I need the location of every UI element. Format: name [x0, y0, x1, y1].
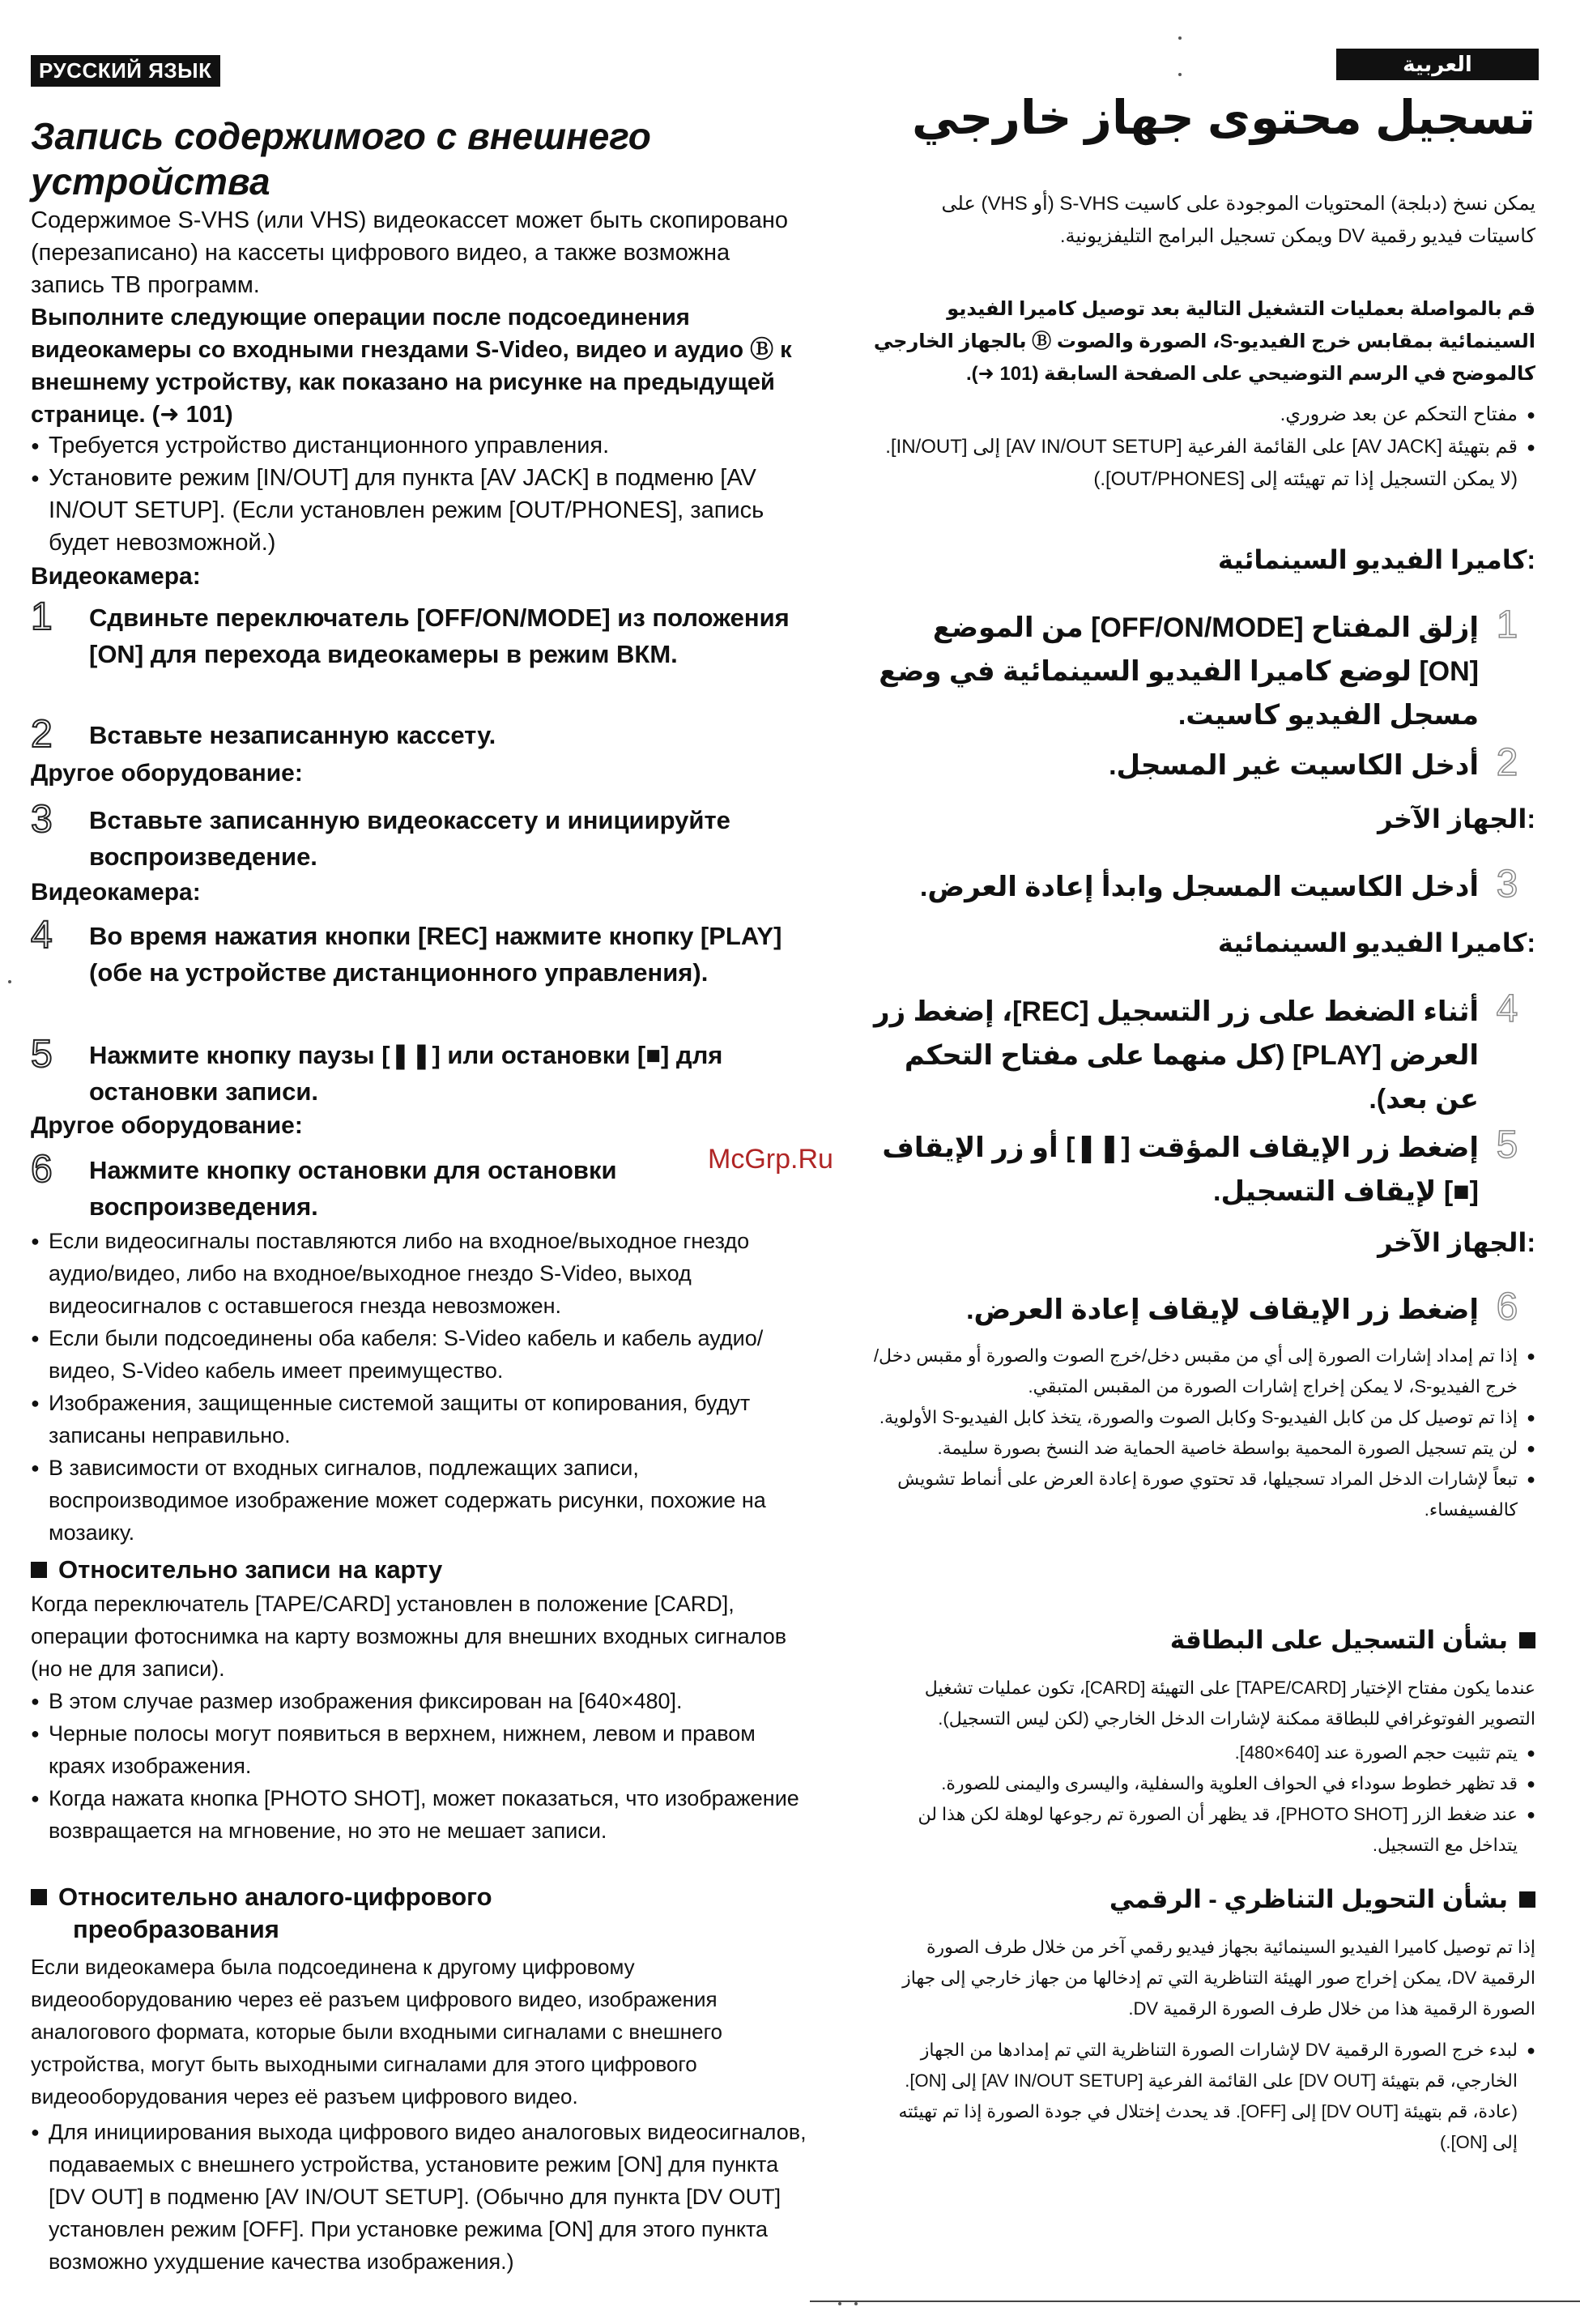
ru-pre-bullets: [31, 429, 808, 559]
ar-sub-camera-2: كاميرا الفيديو السينمائية:: [1217, 928, 1535, 957]
step-number: 2: [1496, 741, 1518, 784]
scan-speck: [1178, 73, 1182, 76]
list-item: ● قد تظهر خطوط سوداء في الحواف العلوية والسفلية، واليسرى واليمنى للصورة.: [871, 1768, 1535, 1799]
step-text: أدخل الكاسيت غير المسجل.: [1109, 750, 1479, 781]
ar-step-1: [871, 603, 1535, 737]
ru-step-5: [31, 1033, 808, 1110]
ru-step-6: [31, 1148, 808, 1225]
ar-sub-other-2: الجهاز الآخر:: [1378, 1228, 1535, 1257]
section-square-icon: [31, 1889, 47, 1905]
list-item: ● عند ضغط الزر [PHOTO SHOT]، قد يظهر أن الصورة تم رجوعها لوهلة لكن هذا لن يتداخل مع التسجيل.: [871, 1799, 1535, 1861]
step-number: 1: [31, 595, 53, 638]
step-number: 5: [31, 1033, 53, 1076]
ar-step-2: [871, 741, 1535, 787]
scan-speck: [854, 2302, 858, 2305]
ru-step-1: [31, 595, 808, 672]
step-text: Во время нажатия кнопки [REC] нажмите кнопку [PLAY] (обе на устройстве дистанционного управления).: [89, 922, 782, 987]
ru-card-text: Когда переключатель [TAPE/CARD] установлен в положение [CARD], операции фотоснимка на карту возможны для внешних входных сигналов (но не для записи).: [31, 1592, 787, 1681]
list-item: ● إذا تم إمداد إشارات الصورة إلى أي من مقبس دخل/خرج الصوت والصورة أو مقبس دخل/خرج الفيديو-S، لا يمكن إخراج إشارات الصورة من المقبس المتبقي.: [871, 1341, 1535, 1402]
step-number: 2: [31, 713, 53, 756]
ru-step-3: [31, 798, 808, 875]
step-text: إزلق المفتاح [OFF/ON/MODE] من الموضع [ON] لوضع كاميرا الفيديو السينمائية في وضع مسجل الفيديو كاسيت.: [879, 612, 1479, 731]
ru-bold-intro: Выполните следующие операции после подсоединения видеокамеры со входными гнездами S-Video, видео и аудио Ⓑ к внешнему устройству, как показано на рисунке на предыдущей странице. (➜ 101): [31, 305, 792, 428]
ar-intro: يمكن نسخ (دبلجة) المحتويات الموجودة على كاسيت S-VHS (أو VHS) على كاسيتات فيديو رقمية DV ويمكن تسجيل البرامج التليفزيونية.: [941, 193, 1535, 247]
ru-ad-text: Если видеокамера была подсоединена к другому цифровому видеооборудованию через её разъем цифрового видео, изображения аналогового формата, которые были входными сигналами с внешнего устройства, могут быть выходными сигналами для этого цифрового видеооборудования через её разъем цифрового видео.: [31, 1955, 722, 2109]
ru-notes: [31, 1225, 808, 1549]
ar-step-5: [871, 1126, 1535, 1213]
ar-sub-other-1: الجهاز الآخر:: [1378, 804, 1535, 834]
ar-ad-text: إذا تم توصيل كاميرا الفيديو السينمائية بجهاز فيديو رقمي آخر من خلال طرف الصورة الرقمية DV، يمكن إخراج صور الهيئة التناظرية التي تم إدخالها من جهاز خارجي إلى جهاز الصورة الرقمية هذا من خلال طرف الصورة الرقمية DV.: [902, 1937, 1535, 2019]
step-text: أدخل الكاسيت المسجل وابدأ إعادة العرض.: [919, 872, 1479, 902]
list-item: ● قم بتهيئة [AV JACK] على القائمة الفرعية [AV IN/OUT SETUP] إلى [IN/OUT]. (لا يمكن التسجيل إذا تم تهيئته إلى [OUT/PHONES].): [871, 431, 1535, 496]
list-item: ● В зависимости от входных сигналов, подлежащих записи, воспроизводимое изображение может содержать рисунки, похожие на мозаику.: [31, 1452, 808, 1549]
list-item: ● В этом случае размер изображения фиксирован на [640×480].: [31, 1685, 808, 1717]
ru-intro: Содержимое S-VHS (или VHS) видеокассет может быть скопировано (перезаписано) на кассеты цифрового видео, а также возможна запись ТВ программ.: [31, 207, 788, 298]
page-edge-divider: [810, 2301, 1580, 2302]
ru-card-bullets: [31, 1685, 808, 1847]
step-text: Сдвиньте переключатель [OFF/ON/MODE] из положения [ON] для перехода видеокамеры в режим ВКМ.: [89, 603, 790, 668]
ar-card-text: عندما يكون مفتاح الإختيار [TAPE/CARD] على التهيئة [CARD]، تكون عمليات تشغيل التصوير الفوتوغرافي للبطاقة ممكنة لإشارات الدخل الخارجي (لكن ليس التسجيل).: [924, 1678, 1535, 1729]
list-item: ● لن يتم تسجيل الصورة المحمية بواسطة خاصية الحماية ضد النسخ بصورة سليمة.: [871, 1433, 1535, 1464]
list-item: ● لبدء خرج الصورة الرقمية DV لإشارات الصورة التناظرية التي تم إمدادها من الجهاز الخارجي، قم بتهيئة [DV OUT] على القائمة الفرعية [AV IN/OUT SETUP] إلى [ON]. (عادة، قم بتهيئة [DV OUT] إلى [OFF]. قد يحدث إختلال في جودة الصورة إذا تم تهيئته إلى [ON].): [871, 2035, 1535, 2158]
ru-sub-camera-2: Видеокамера:: [31, 879, 201, 906]
ar-ad-bullet: [871, 2035, 1535, 2158]
list-item: ● Для инициирования выхода цифрового видео аналоговых видеосигналов, подаваемых с внешнего устройства, установите режим [ON] для пункта [DV OUT] в подменю [AV IN/OUT SETUP]. (Обычно для пункта [DV OUT] установлен режим [OFF]. При установке режима [ON] для этого пункта возможно ухудшение качества изображения.): [31, 2116, 808, 2278]
step-text: Вставьте незаписанную кассету.: [89, 721, 496, 749]
list-item: ● Требуется устройство дистанционного управления.: [31, 429, 808, 462]
section-square-icon: [1519, 1891, 1535, 1908]
ar-step-6: [871, 1288, 1535, 1332]
ar-page-title: تسجيل محتوى جهاز خارجي: [911, 92, 1535, 144]
ar-bold-intro: قم بالمواصلة بعمليات التشغيل التالية بعد توصيل كاميرا الفيديو السينمائية بمقابس خرج الفيديو-S، الصورة والصوت Ⓑ بالجهاز الخارجي كالموضح في الرسم التوضيحي على الصفحة السابقة (101 ➜).: [873, 298, 1535, 385]
step-number: 3: [31, 798, 53, 841]
ru-step-4: [31, 914, 808, 991]
section-square-icon: [1519, 1632, 1535, 1648]
ar-ad-heading: بشأن التحويل التناظري - الرقمي: [1109, 1883, 1535, 1916]
list-item: ● Установите режим [IN/OUT] для пункта [AV JACK] в подменю [AV IN/OUT SETUP]. (Если установлен режим [OUT/PHONES], запись будет невозможной.): [31, 462, 808, 559]
list-item: ● يتم تثبيت حجم الصورة عند [640×480].: [871, 1738, 1535, 1768]
step-number: 4: [1496, 987, 1518, 1030]
list-item: ● إذا تم توصيل كل من كابل الفيديو-S وكابل الصوت والصورة، يتخذ كابل الفيديو-S الأولوية.: [871, 1402, 1535, 1433]
ar-sub-camera: كاميرا الفيديو السينمائية:: [1217, 545, 1535, 574]
ru-page-title: Запись содержимого с внешнего устройства: [31, 115, 651, 203]
ru-sub-other-1: Другое оборудование:: [31, 760, 303, 787]
section-square-icon: [31, 1562, 47, 1578]
ar-pre-bullets: [871, 399, 1535, 496]
list-item: ● Если были подсоединены оба кабеля: S-Video кабель и кабель аудио/видео, S-Video кабель имеет преимущество.: [31, 1322, 808, 1387]
step-text: إضغط زر الإيقاف المؤقت [❚❚] أو زر الإيقاف [■] لإيقاف التسجيل.: [882, 1132, 1479, 1207]
ru-ad-heading: Относительно аналого-цифрового преобразования: [31, 1881, 492, 1946]
scan-speck: [8, 980, 11, 983]
step-text: Вставьте записанную видеокассету и инициируйте воспроизведение.: [89, 806, 730, 871]
step-number: 4: [31, 914, 53, 957]
step-number: 3: [1496, 863, 1518, 906]
list-item: ● Изображения, защищенные системой защиты от копирования, будут записаны неправильно.: [31, 1387, 808, 1452]
step-number: 6: [31, 1148, 53, 1191]
list-item: ● Когда нажата кнопка [PHOTO SHOT], может показаться, что изображение возвращается на мгновение, но это не мешает записи.: [31, 1782, 808, 1847]
list-item: ● Если видеосигналы поставляются либо на входное/выходное гнездо аудио/видео, либо на входное/выходное гнездо S-Video, выход видеосигналов с оставшегося гнезда невозможен.: [31, 1225, 808, 1322]
list-item: ● تبعاً لإشارات الدخل المراد تسجيلها، قد تحتوي صورة إعادة العرض على أنماط تشويش كالفسيفساء.: [871, 1464, 1535, 1525]
ar-step-4: [871, 987, 1535, 1121]
step-text: Нажмите кнопку паузы [❚❚] или остановки [■] для остановки записи.: [89, 1041, 723, 1106]
list-item: ● مفتاح التحكم عن بعد ضروري.: [871, 399, 1535, 431]
ru-card-heading: Относительно записи на карту: [31, 1554, 442, 1586]
list-item: ● Черные полосы могут появиться в верхнем, нижнем, левом и правом краях изображения.: [31, 1717, 808, 1782]
watermark: McGrp.Ru: [708, 1144, 833, 1175]
scan-speck: [1178, 36, 1182, 40]
ar-step-3: [871, 865, 1535, 909]
ru-sub-camera: Видеокамера:: [31, 563, 201, 590]
step-text: أثناء الضغط على زر التسجيل [REC]، إضغط زر العرض [PLAY] (كل منهما على مفتاح التحكم عن بعد).: [874, 996, 1479, 1115]
step-text: إضغط زر الإيقاف لإيقاف إعادة العرض.: [966, 1294, 1479, 1325]
ar-card-bullets: [871, 1738, 1535, 1861]
ru-step-2: [31, 713, 808, 756]
ar-notes: [871, 1341, 1535, 1525]
ru-language-tag: РУССКИЙ ЯЗЫК: [31, 55, 220, 87]
scan-speck: [838, 2302, 841, 2305]
ru-ad-bullet: [31, 2116, 808, 2278]
ar-language-tag: العربية: [1336, 49, 1539, 80]
step-text: Нажмите кнопку остановки для остановки воспроизведения.: [89, 1156, 617, 1221]
step-number: 6: [1496, 1286, 1518, 1328]
ar-card-heading: بشأن التسجيل على البطاقة: [1170, 1624, 1535, 1657]
step-number: 5: [1496, 1124, 1518, 1166]
ru-sub-other-2: Другое оборудование:: [31, 1112, 303, 1139]
step-number: 1: [1496, 603, 1518, 646]
